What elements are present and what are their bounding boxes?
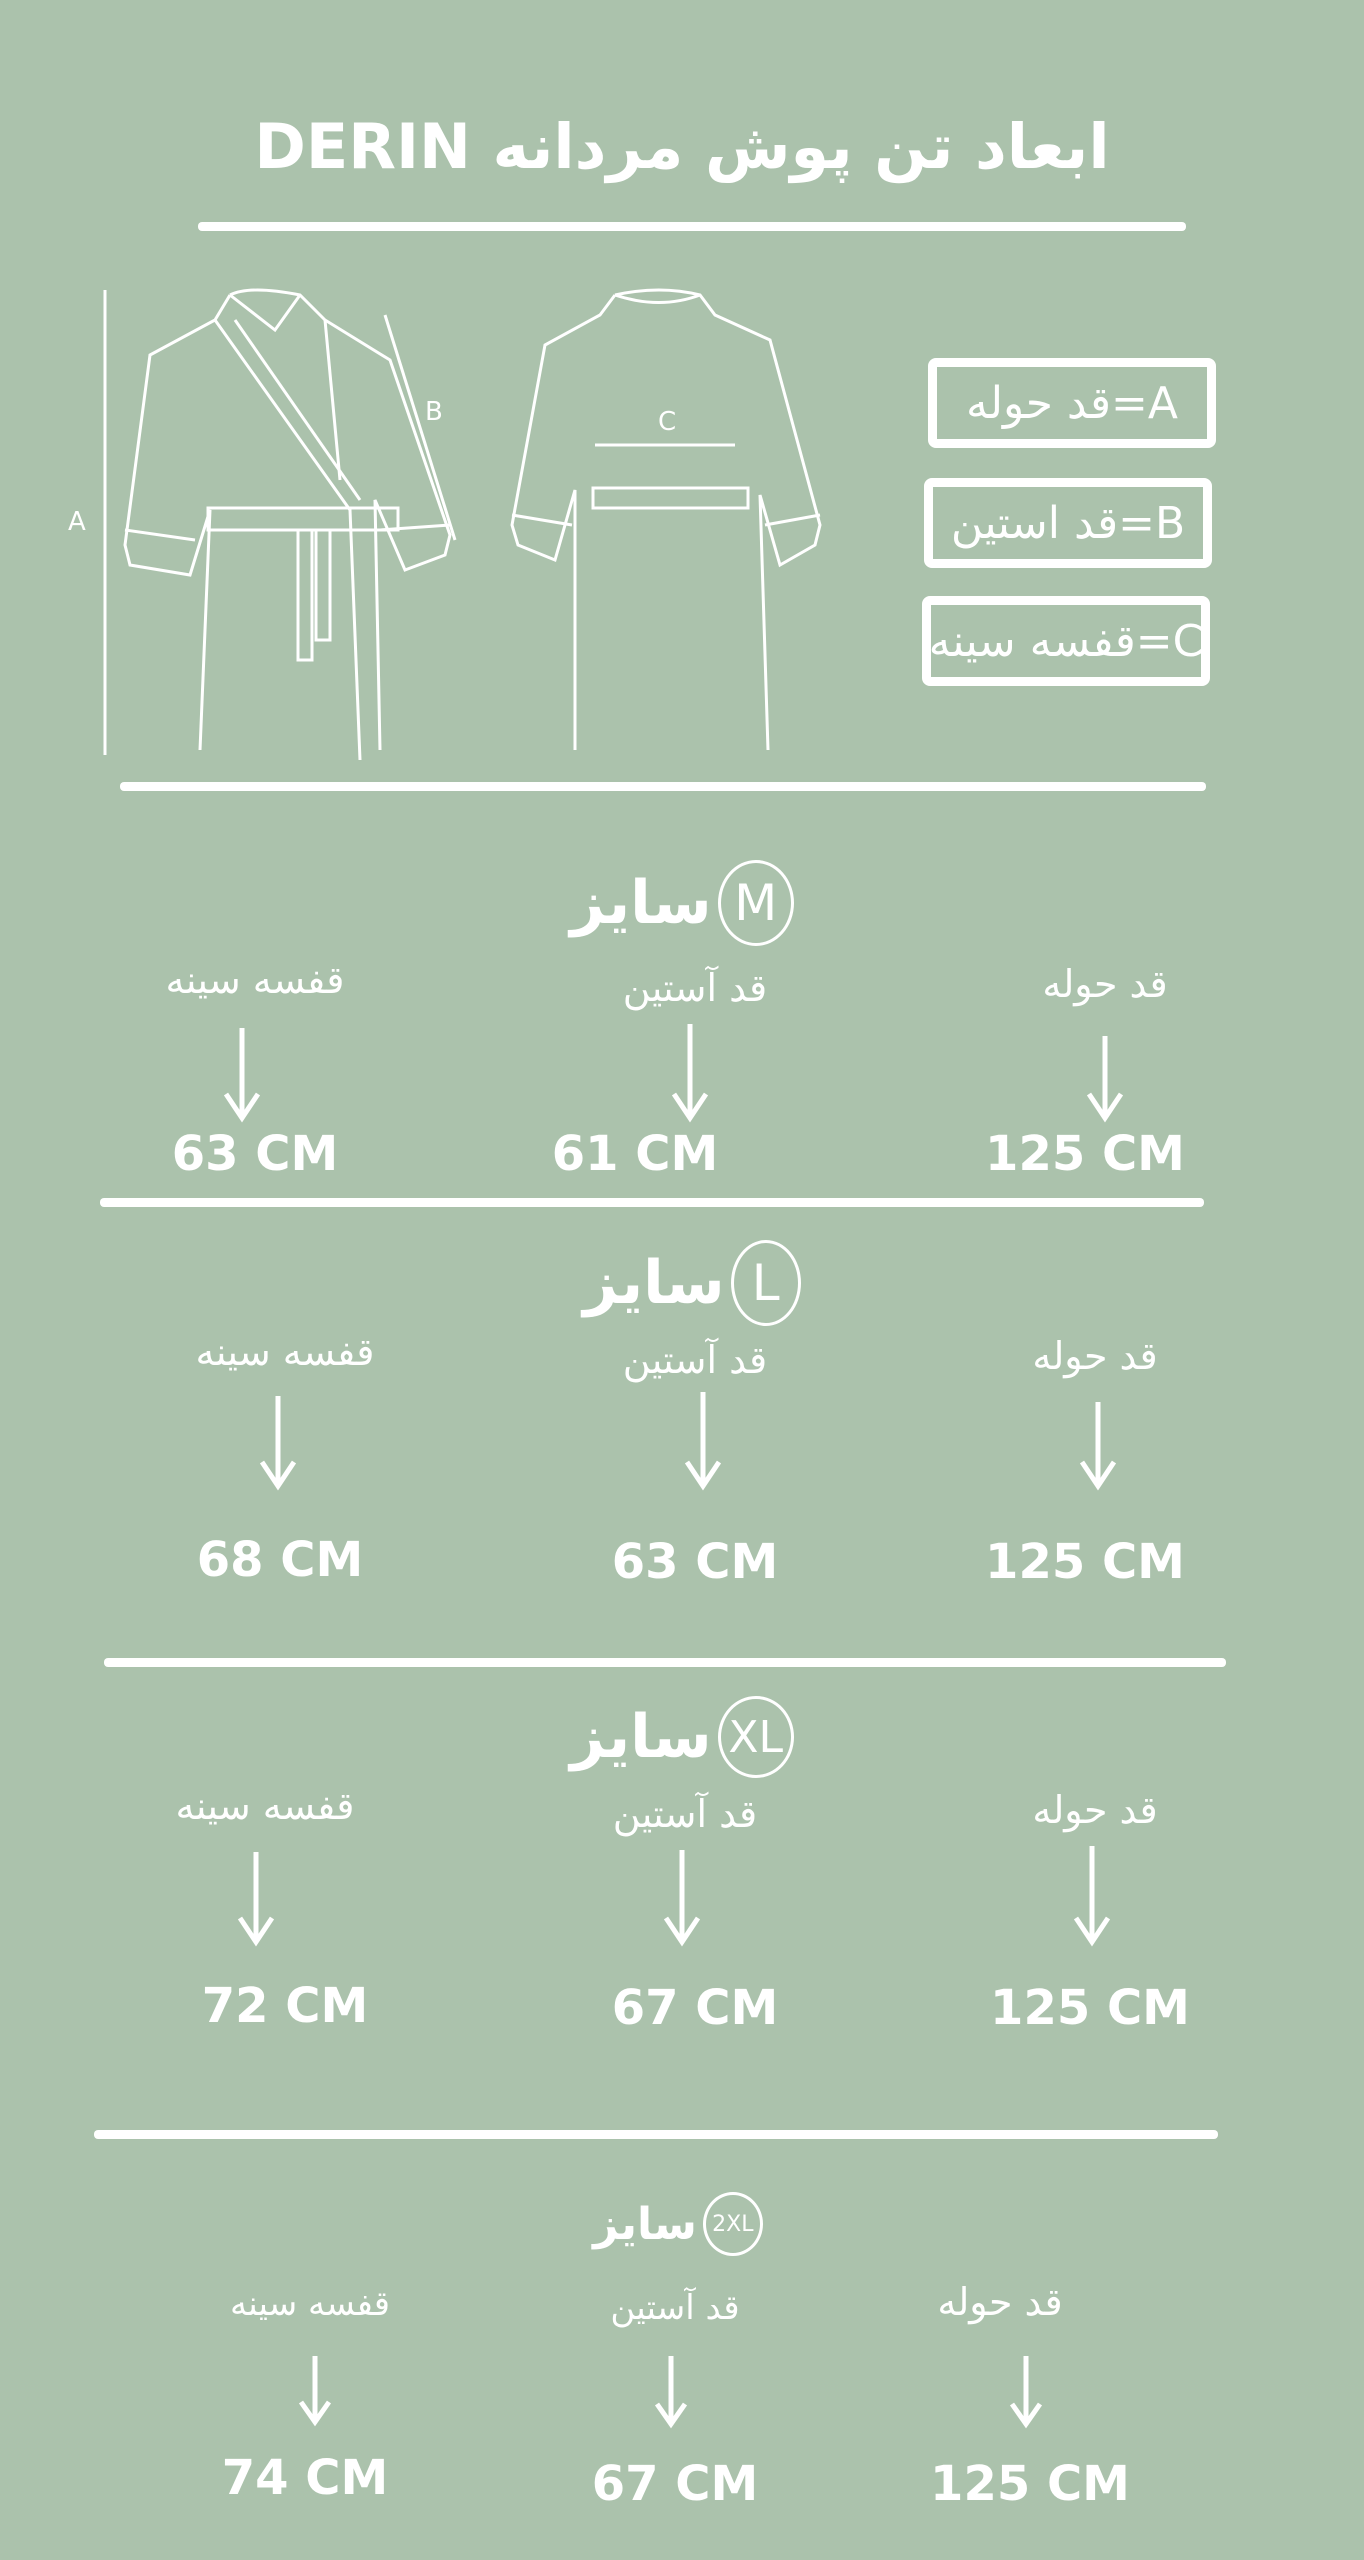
size-xl-length-label: قد حوله [1032,1788,1158,1832]
robe-back-diagram [500,280,840,760]
size-l-chest-arrow-icon [258,1396,298,1492]
size-2xl-word: سایز [593,2198,697,2250]
size-m-chest-label: قفسه سینه [165,958,345,1002]
size-xl-length-value: 125 CM [990,1980,1190,2036]
size-2xl-chest-arrow-icon [295,2356,335,2428]
size-xl-chest-arrow-icon [236,1852,276,1948]
size-m-length-value: 125 CM [985,1126,1185,1182]
size-m-sleeve-label: قد آستین [622,966,768,1010]
size-xl-heading [0,1696,1364,1778]
size-m-badge: M [718,860,794,946]
size-xl-divider [94,2130,1218,2139]
legend-length [928,358,1216,448]
size-l-length-label: قد حوله [1032,1334,1158,1378]
size-xl-sleeve-label: قد آستین [612,1792,758,1836]
size-xl-chest-value: 72 CM [201,1978,369,2034]
size-2xl-chest-label: قفسه سینه [229,2284,391,2324]
size-2xl-badge: 2XL [703,2192,763,2256]
size-m-word: سایز [570,868,712,938]
size-m-sleeve-arrow-icon [670,1024,710,1124]
size-2xl-length-arrow-icon [1006,2356,1046,2430]
size-l-divider [104,1658,1226,1667]
size-l-word: سایز [583,1248,725,1318]
size-xl-chest-label: قفسه سینه [175,1784,355,1828]
size-l-sleeve-label: قد آستین [622,1338,768,1382]
size-m-length-arrow-icon [1085,1036,1125,1124]
title-divider [198,222,1186,231]
size-xl-sleeve-value: 67 CM [611,1980,779,2036]
size-m-chest-value: 63 CM [171,1126,339,1182]
size-m-divider [100,1198,1204,1207]
letter-c: C [658,407,677,437]
legend-length-text: A=قد حوله [965,377,1179,429]
size-m-sleeve-value: 61 CM [551,1126,719,1182]
letter-a: A [68,507,86,537]
size-l-heading [10,1240,1364,1326]
legend-chest-text: C=قفسه سینه [928,615,1204,667]
size-2xl-sleeve-value: 67 CM [591,2456,759,2512]
size-2xl-heading [0,2192,1360,2256]
size-m-chest-arrow-icon [222,1028,262,1124]
legend-sleeve-text: B=قد استین [950,497,1186,549]
size-l-chest-value: 68 CM [196,1532,364,1588]
size-2xl-sleeve-arrow-icon [651,2356,691,2430]
size-xl-word: سایز [570,1702,712,1772]
size-2xl-chest-value: 74 CM [221,2450,389,2506]
size-2xl-sleeve-label: قد آستین [610,2288,740,2328]
size-m-heading [0,860,1364,946]
size-l-sleeve-value: 63 CM [611,1534,779,1590]
size-l-badge: L [731,1240,801,1326]
size-m-length-label: قد حوله [1042,962,1168,1006]
legend-chest [922,596,1210,686]
legend-sleeve [924,478,1212,568]
size-l-length-value: 125 CM [985,1534,1185,1590]
size-xl-badge: XL [718,1696,794,1778]
size-xl-sleeve-arrow-icon [662,1850,702,1948]
letter-b: B [425,397,443,427]
page-title: ابعاد تن پوش مردانه DERIN [254,110,1110,183]
size-xl-length-arrow-icon [1072,1846,1112,1948]
robe-front-diagram [60,280,480,760]
size-l-sleeve-arrow-icon [683,1392,723,1492]
size-2xl-length-label: قد حوله [937,2280,1063,2324]
size-2xl-length-value: 125 CM [930,2456,1130,2512]
size-l-length-arrow-icon [1078,1402,1118,1492]
diagram-divider [120,782,1206,791]
size-l-chest-label: قفسه سینه [195,1330,375,1374]
